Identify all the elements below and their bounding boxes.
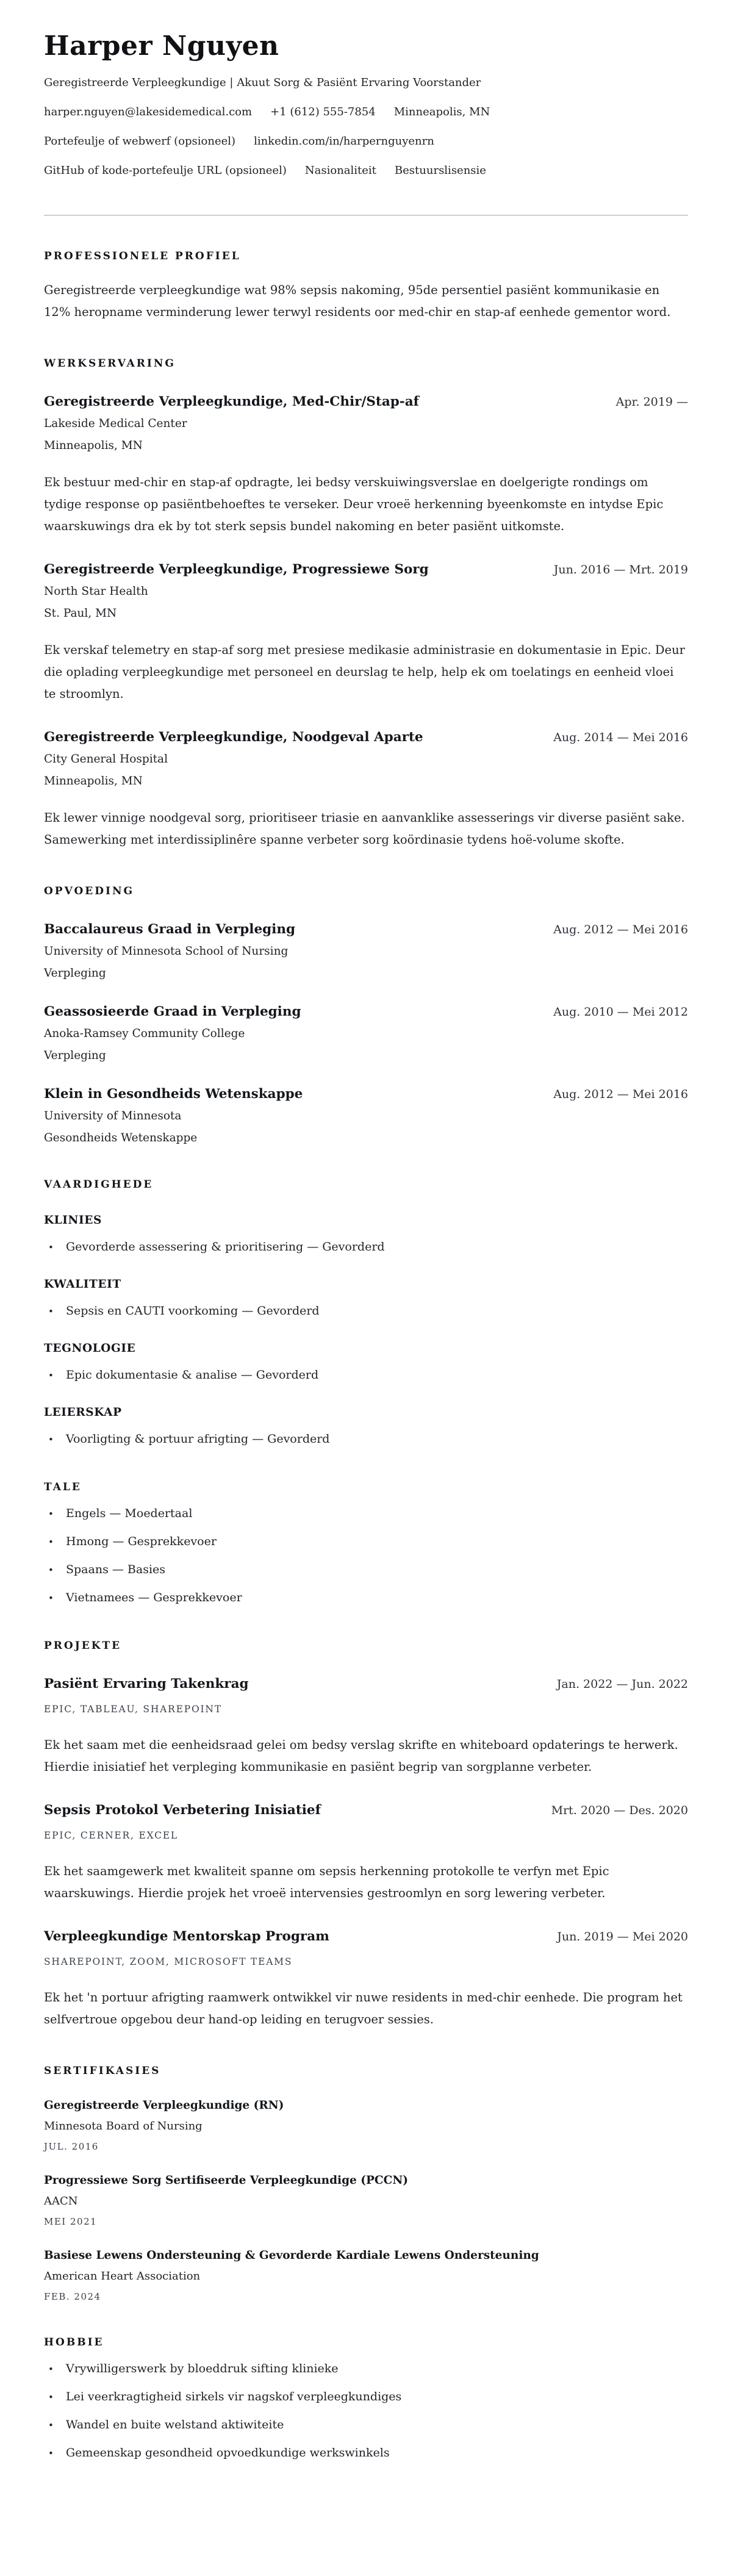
language-item bbox=[44, 1505, 688, 1521]
nationality-label: Nasionaliteit bbox=[304, 164, 376, 177]
contact-line-3 bbox=[44, 164, 688, 177]
school-name: University of Minnesota School of Nursing bbox=[44, 945, 289, 958]
email-text: harper.nguyen@lakesidemedical.com bbox=[44, 106, 253, 118]
github-label: GitHub of kode-portefeulje URL (opsioneel) bbox=[44, 164, 287, 177]
education-dates: Aug. 2012 — Mei 2016 bbox=[553, 923, 688, 936]
education-entry-head bbox=[44, 1004, 688, 1019]
degree-title: Geassosieerde Graad in Verpleging bbox=[44, 1004, 301, 1019]
language-item bbox=[44, 1562, 688, 1577]
certification-date: FEB. 2024 bbox=[44, 2291, 101, 2302]
language-item-text: Engels — Moedertaal bbox=[66, 1507, 193, 1520]
project-description: Ek het saamgewerk met kwaliteit spanne om sepsis herkenning protokolle te verfyn met Epic waarskuwings. Hierdie projek het vroeë intervensies gestroomlyn en sorg lewering verbeter. bbox=[44, 1864, 609, 1900]
bullet-icon: • bbox=[48, 1565, 54, 1576]
project-stack: SHAREPOINT, ZOOM, MICROSOFT TEAMS bbox=[44, 1956, 293, 1967]
skill-item-text: Epic dokumentasie & analise — Gevorderd bbox=[66, 1368, 319, 1382]
section-profile bbox=[44, 250, 688, 323]
header-divider bbox=[44, 215, 688, 216]
skill-category-name: LEIERSKAP bbox=[44, 1406, 122, 1419]
contact-line-2 bbox=[44, 135, 688, 148]
hobby-item-text: Gemeenskap gesondheid opvoedkundige werkswinkels bbox=[66, 2446, 390, 2459]
section-experience bbox=[44, 357, 688, 851]
field-of-study: Verpleging bbox=[44, 1049, 106, 1062]
portfolio-label: Portefeulje of webwerf (opsioneel) bbox=[44, 135, 236, 148]
hobby-item bbox=[44, 2361, 688, 2377]
certification-title: Basiese Lewens Ondersteuning & Gevorderde Kardiale Lewens Ondersteuning bbox=[44, 2249, 539, 2262]
certification-org: Minnesota Board of Nursing bbox=[44, 2120, 203, 2133]
school-name: Anoka-Ramsey Community College bbox=[44, 1027, 245, 1040]
education-dates: Aug. 2010 — Mei 2012 bbox=[553, 1005, 688, 1019]
project-dates: Jun. 2019 — Mei 2020 bbox=[557, 1930, 688, 1943]
job-entry-head bbox=[44, 394, 688, 409]
job-description: Ek verskaf telemetry en stap-af sorg met presiese medikasie administrasie en dokumentasie in Epic. Deur die oplading verpleegkundige met personeel en deurslag te help, help ek om toelatings en eenheid vloei te stroomlyn. bbox=[44, 643, 685, 701]
job-title: Geregistreerde Verpleegkundige, Progressiewe Sorg bbox=[44, 562, 429, 577]
phone-text: +1 (612) 555-7854 bbox=[270, 106, 376, 118]
project-entry bbox=[44, 1929, 688, 2031]
skill-item-text: Voorligting & portuur afrigting — Gevorderd bbox=[66, 1432, 330, 1446]
job-location: Minneapolis, MN bbox=[44, 775, 143, 788]
section-hobbies bbox=[44, 2336, 688, 2461]
language-item-text: Spaans — Basies bbox=[66, 1563, 166, 1576]
candidate-name: Harper Nguyen bbox=[44, 30, 279, 62]
skill-category-name: TEGNOLOGIE bbox=[44, 1342, 136, 1355]
job-company: North Star Health bbox=[44, 585, 148, 598]
project-entry bbox=[44, 1676, 688, 1778]
education-entry bbox=[44, 1004, 688, 1062]
certifications-heading: SERTIFIKASIES bbox=[44, 2065, 161, 2077]
bullet-icon: • bbox=[48, 2392, 54, 2403]
project-title: Sepsis Protokol Verbetering Inisiatief bbox=[44, 1803, 321, 1818]
section-certifications bbox=[44, 2065, 688, 2302]
bullet-icon: • bbox=[48, 1306, 54, 1317]
project-stack: EPIC, CERNER, EXCEL bbox=[44, 1830, 179, 1841]
project-stack: EPIC, TABLEAU, SHAREPOINT bbox=[44, 1704, 222, 1715]
job-dates: Aug. 2014 — Mei 2016 bbox=[553, 731, 688, 744]
certification-entry bbox=[44, 2174, 688, 2227]
section-projects bbox=[44, 1640, 688, 2031]
hobby-item-text: Vrywilligerswerk by bloeddruk sifting klinieke bbox=[66, 2362, 339, 2375]
education-entry bbox=[44, 922, 688, 980]
hobby-item bbox=[44, 2417, 688, 2433]
hobby-list bbox=[44, 2361, 688, 2461]
hobby-item-text: Lei veerkragtigheid sirkels vir nagskof verpleegkundiges bbox=[66, 2390, 402, 2403]
job-entry bbox=[44, 562, 688, 705]
certification-entry bbox=[44, 2249, 688, 2302]
field-of-study: Gesondheids Wetenskappe bbox=[44, 1132, 198, 1144]
skill-item bbox=[44, 1431, 688, 1447]
job-dates: Jun. 2016 — Mrt. 2019 bbox=[553, 563, 688, 576]
skill-category-name: KWALITEIT bbox=[44, 1278, 121, 1291]
section-languages bbox=[44, 1481, 688, 1606]
location-text: Minneapolis, MN bbox=[393, 106, 490, 118]
bullet-icon: • bbox=[48, 1242, 54, 1253]
skill-category-tegnologie bbox=[44, 1342, 688, 1383]
language-item-text: Hmong — Gesprekkevoer bbox=[66, 1535, 217, 1548]
skill-item-text: Sepsis en CAUTI voorkoming — Gevorderd bbox=[66, 1304, 320, 1318]
language-list bbox=[44, 1505, 688, 1606]
skill-category-kwaliteit bbox=[44, 1278, 688, 1319]
project-entry-head bbox=[44, 1803, 688, 1818]
degree-title: Baccalaureus Graad in Verpleging bbox=[44, 922, 295, 937]
job-company: Lakeside Medical Center bbox=[44, 417, 187, 430]
language-item bbox=[44, 1534, 688, 1549]
hobby-item bbox=[44, 2389, 688, 2405]
field-of-study: Verpleging bbox=[44, 967, 106, 980]
bullet-icon: • bbox=[48, 1593, 54, 1604]
job-description: Ek bestuur med-chir en stap-af opdragte, lei bedsy verskuiwingsverslae en doelgerigte rondings om tydige response op pasiëntbehoeftes te verseker. Deur vroeë herkenning byeenkomste en intydse Epic waarskuwings dra ek by tot sterk sepsis bundel nakoming en beter pasiënt uitkomste. bbox=[44, 475, 664, 533]
job-description: Ek lewer vinnige noodgeval sorg, prioritiseer triasie en aanvanklike assesserings vir diverse pasiënt sake. Samewerking met interdissiplinêre spanne verbeter sorg koördinasie tydens hoë-volume skofte. bbox=[44, 811, 685, 847]
project-title: Pasiënt Ervaring Takenkrag bbox=[44, 1676, 249, 1692]
hobby-item-text: Wandel en buite welstand aktiwiteite bbox=[66, 2418, 284, 2431]
bullet-icon: • bbox=[48, 1434, 54, 1445]
job-entry-head bbox=[44, 730, 688, 745]
drivers-license-label: Bestuurslisensie bbox=[394, 164, 486, 177]
job-location: St. Paul, MN bbox=[44, 607, 117, 620]
job-entry bbox=[44, 394, 688, 537]
section-skills bbox=[44, 1179, 688, 1447]
certification-entry bbox=[44, 2099, 688, 2152]
project-description: Ek het saam met die eenheidsraad gelei om bedsy verslag skrifte en whiteboard opdaterings te herwerk. Hierdie inisiatief het verpleging kommunikasie en pasiënt begrip van sorgplanne verbeter. bbox=[44, 1738, 678, 1774]
job-location: Minneapolis, MN bbox=[44, 439, 143, 452]
project-description: Ek het 'n portuur afrigting raamwerk ontwikkel vir nuwe residents in med-chir eenhede. Die program het selfvertroue opgebou deur hand-op leiding en terugvoer sessies. bbox=[44, 1990, 683, 2026]
bullet-icon: • bbox=[48, 1370, 54, 1381]
bullet-icon: • bbox=[48, 2448, 54, 2459]
hobby-item bbox=[44, 2445, 688, 2461]
bullet-icon: • bbox=[48, 1537, 54, 1548]
bullet-icon: • bbox=[48, 2420, 54, 2431]
education-entry bbox=[44, 1086, 688, 1144]
education-heading: OPVOEDING bbox=[44, 885, 135, 897]
linkedin-text: linkedin.com/in/harpernguyenrn bbox=[254, 135, 434, 148]
certification-title: Geregistreerde Verpleegkundige (RN) bbox=[44, 2099, 284, 2112]
skill-item bbox=[44, 1303, 688, 1319]
skills-heading: VAARDIGHEDE bbox=[44, 1179, 154, 1191]
section-education bbox=[44, 885, 688, 1144]
project-entry bbox=[44, 1803, 688, 1904]
degree-title: Klein in Gesondheids Wetenskappe bbox=[44, 1086, 303, 1102]
certification-date: MEI 2021 bbox=[44, 2216, 98, 2227]
certification-org: AACN bbox=[44, 2195, 78, 2208]
education-entry-head bbox=[44, 1086, 688, 1102]
bullet-icon: • bbox=[48, 1509, 54, 1519]
skill-item bbox=[44, 1239, 688, 1255]
language-item-text: Vietnamees — Gesprekkevoer bbox=[66, 1591, 242, 1604]
contact-line-1 bbox=[44, 106, 688, 118]
skill-item-text: Gevorderde assessering & prioritisering — Gevorderd bbox=[66, 1240, 385, 1254]
experience-heading: WERKSERVARING bbox=[44, 357, 176, 370]
bullet-icon: • bbox=[48, 2364, 54, 2375]
project-title: Verpleegkundige Mentorskap Program bbox=[44, 1929, 329, 1944]
school-name: University of Minnesota bbox=[44, 1110, 182, 1122]
job-title: Geregistreerde Verpleegkundige, Med-Chir/Stap-af bbox=[44, 394, 419, 409]
hobbies-heading: HOBBIE bbox=[44, 2336, 104, 2348]
education-dates: Aug. 2012 — Mei 2016 bbox=[553, 1088, 688, 1101]
job-dates: Apr. 2019 — bbox=[615, 395, 688, 409]
project-dates: Mrt. 2020 — Des. 2020 bbox=[551, 1804, 688, 1817]
projects-heading: PROJEKTE bbox=[44, 1640, 122, 1652]
project-entry-head bbox=[44, 1676, 688, 1692]
job-entry bbox=[44, 730, 688, 851]
job-title: Geregistreerde Verpleegkundige, Noodgeval Aparte bbox=[44, 730, 423, 745]
skill-list bbox=[44, 1367, 688, 1383]
candidate-headline: Geregistreerde Verpleegkundige | Akuut Sorg & Pasiënt Ervaring Voorstander bbox=[44, 76, 481, 89]
skill-list bbox=[44, 1431, 688, 1447]
resume-header bbox=[44, 30, 688, 177]
job-company: City General Hospital bbox=[44, 753, 168, 766]
skill-category-leierskap bbox=[44, 1406, 688, 1447]
education-entry-head bbox=[44, 922, 688, 937]
project-dates: Jan. 2022 — Jun. 2022 bbox=[556, 1677, 688, 1691]
skill-category-klinies bbox=[44, 1214, 688, 1255]
certification-date: JUL. 2016 bbox=[44, 2141, 99, 2152]
skill-category-name: KLINIES bbox=[44, 1214, 102, 1227]
skill-item bbox=[44, 1367, 688, 1383]
language-item bbox=[44, 1590, 688, 1606]
certification-title: Progressiewe Sorg Sertifiseerde Verpleegkundige (PCCN) bbox=[44, 2174, 409, 2187]
skill-list bbox=[44, 1239, 688, 1255]
project-entry-head bbox=[44, 1929, 688, 1944]
languages-heading: TALE bbox=[44, 1481, 82, 1493]
certification-org: American Heart Association bbox=[44, 2270, 201, 2283]
job-entry-head bbox=[44, 562, 688, 577]
profile-heading: PROFESSIONELE PROFIEL bbox=[44, 250, 241, 262]
skill-list bbox=[44, 1303, 688, 1319]
profile-text: Geregistreerde verpleegkundige wat 98% sepsis nakoming, 95de persentiel pasiënt kommunikasie en 12% heropname verminderung lewer terwyl residents oor med-chir en stap-af eenhede gementor word. bbox=[44, 283, 671, 319]
